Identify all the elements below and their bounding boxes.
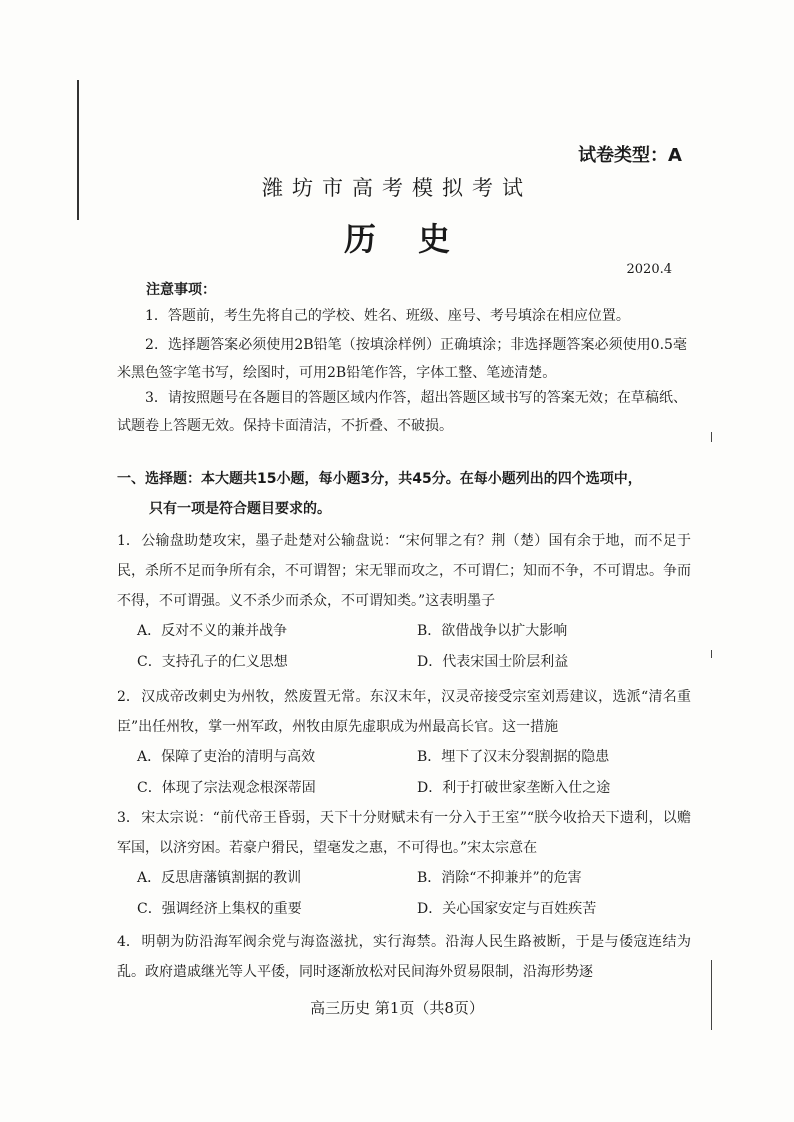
exam-name: 潍坊市高考模拟考试: [262, 176, 532, 200]
notice-item: 3．请按照题号在各题目的答题区域内作答，超出答题区域书写的答案无效；在草稿纸、试题卷上答题无效。保持卡面清洁，不折叠、不破损。: [117, 390, 687, 434]
question-1: [117, 526, 691, 678]
scan-mark: [711, 960, 712, 1030]
option-list: [117, 742, 691, 804]
notice-title: 注意事项：: [146, 282, 216, 298]
option-list: [117, 863, 691, 925]
question-2: [117, 682, 691, 804]
subject-title: 历史: [343, 220, 492, 258]
question-stem: [117, 682, 691, 742]
notice-item: 1．答题前，考生先将自己的学校、姓名、班级、座号、考号填涂在相应位置。: [145, 308, 630, 324]
notice-item: 2．选择题答案必须使用2B铅笔（按填涂样例）正确填涂；非选择题答案必须使用0.5毫米黑色签字笔书写，绘图时，可用2B铅笔作答，字体工整、笔迹清楚。: [117, 337, 687, 381]
question-text: 公输盘助楚攻宋，墨子赴楚对公输盘说：“宋何罪之有？荆（楚）国有余于地，而不足于民，杀所不足而争所有余，不可谓智；宋无罪而攻之，不可谓仁；知而不争，不可谓忠。争而不得，不可谓强。义不杀少而杀众，不可谓知类。”这表明墨子: [117, 533, 691, 609]
question-number: 2．: [117, 689, 140, 705]
question-3: [117, 803, 691, 925]
question-number: 1．: [117, 533, 140, 549]
question-number: 4．: [117, 934, 140, 950]
option-d: D．关心国家安定与百姓疾苦: [417, 901, 597, 917]
option-a: A．反思唐藩镇割据的教训: [137, 870, 302, 886]
option-a: A．保障了吏治的清明与高效: [137, 749, 316, 765]
question-stem: [117, 927, 691, 987]
section-heading-line: 一、选择题：本大题共15小题，每小题3分，共45分。在每小题列出的四个选项中，: [117, 471, 642, 487]
question-text: 明朝为防沿海军阀余党与海盗滋扰，实行海禁。沿海人民生路被断，于是与倭寇连结为乱。政府遣戚继光等人平倭，同时逐渐放松对民间海外贸易限制，沿海形势逐: [117, 934, 691, 980]
option-c: C．强调经济上集权的重要: [137, 901, 302, 917]
option-b: B．欲借战争以扩大影响: [417, 623, 568, 639]
scan-mark: [711, 650, 712, 658]
question-stem: [117, 803, 691, 863]
scan-mark: [711, 432, 712, 442]
option-d: D．代表宋国士阶层利益: [417, 654, 569, 670]
option-b: B．埋下了汉末分裂割据的隐患: [417, 749, 610, 765]
section-heading: [117, 464, 697, 524]
section-heading-line: 只有一项是符合题目要求的。: [149, 501, 331, 517]
option-c: C．体现了宗法观念根深蒂固: [137, 780, 316, 796]
page-footer: 高三历史 第1页（共8页）: [310, 999, 484, 1017]
option-list: [117, 616, 691, 678]
question-text: 汉成帝改刺史为州牧，然废置无常。东汉末年，汉灵帝接受宗室刘焉建议，选派“清名重臣”出任州牧，掌一州军政，州牧由原先虚职成为州最高长官。这一措施: [117, 689, 691, 735]
question-text: 宋太宗说：“前代帝王昏弱，天下十分财赋未有一分入于王室”“朕今收拾天下遗利，以赡军国，以济穷困。若豪户猾民，望毫发之惠，不可得也。”宋太宗意在: [117, 810, 691, 856]
paper-type-label: 试卷类型：A: [578, 145, 682, 166]
option-d: D．利于打破世家垄断入仕之途: [417, 780, 611, 796]
option-a: A．反对不义的兼并战争: [137, 623, 288, 639]
question-number: 3．: [117, 810, 140, 826]
question-4: [117, 927, 691, 987]
exam-date: 2020.4: [626, 262, 672, 277]
question-stem: [117, 526, 691, 616]
option-c: C．支持孔子的仁义思想: [137, 654, 288, 670]
option-b: B．消除“不抑兼并”的危害: [417, 870, 582, 886]
